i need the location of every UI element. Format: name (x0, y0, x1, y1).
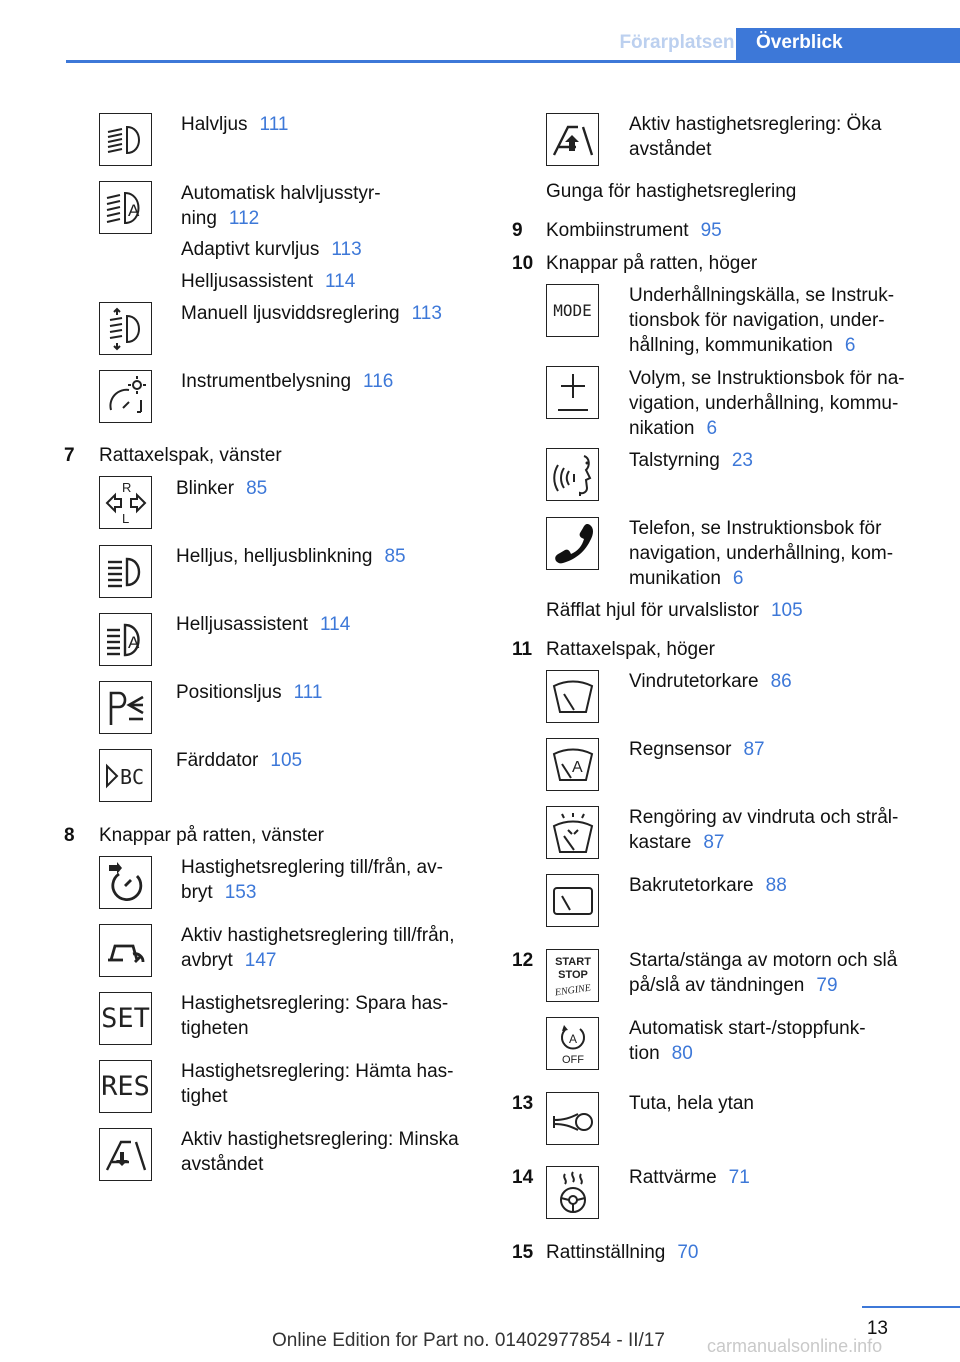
entry-steering-adjust: Rattinställning 70 (546, 1242, 699, 1263)
page-ref[interactable]: 86 (770, 671, 792, 692)
page-ref[interactable]: 80 (671, 1043, 693, 1064)
entry-low-beam: Halvljus 111 (181, 114, 289, 135)
page-tab[interactable]: Överblick (736, 28, 960, 60)
entry-trip-computer: Färddator 105 (176, 750, 303, 771)
page-ref[interactable]: 111 (259, 114, 289, 135)
item-number: 13 (512, 1093, 534, 1114)
icon-letter: A (568, 1031, 577, 1046)
entry-distance-decrease: Aktiv hastighetsreglering: Minska avståndet (181, 1129, 459, 1175)
entry-headlight-range: Manuell ljusviddsreglering 113 (181, 303, 442, 324)
entry-entertainment-source: Underhållningskälla, se Instruk- tionsbok för navigation, under- hållning, kommunikation 6 (629, 285, 895, 356)
section-title: Rattaxelspak, vänster (99, 445, 282, 466)
icon-text-start: START (554, 955, 591, 968)
page-ref[interactable]: 23 (731, 450, 753, 471)
entry-high-beam-assist-7: Helljusassistent 114 (176, 614, 351, 635)
entry-instrument-cluster: Kombiinstrument 95 (546, 220, 722, 241)
section-title: Rattaxelspak, höger (546, 639, 715, 660)
page-ref[interactable]: 79 (816, 975, 838, 996)
page-ref[interactable]: 113 (411, 303, 442, 324)
page-ref[interactable]: 147 (244, 950, 277, 971)
rear-wiper-icon (546, 874, 599, 927)
page-ref[interactable]: 6 (706, 418, 718, 439)
entry-voice-control: Talstyrning 23 (629, 450, 753, 471)
entry-cruise-rocker: Gunga för hastighetsreglering (546, 181, 797, 202)
icon-letter: L (121, 510, 129, 526)
high-beam-assist-icon (99, 613, 152, 666)
entry-horn: Tuta, hela ytan (629, 1093, 754, 1114)
page-ref[interactable]: 112 (228, 208, 260, 229)
page-ref[interactable]: 6 (732, 568, 744, 589)
wiper-icon (546, 670, 599, 723)
entry-active-cruise: Aktiv hastighetsreglering till/från, avbryt 147 (181, 925, 455, 971)
entry-start-stop: Starta/stänga av motorn och slå på/slå av tändningen 79 (629, 950, 898, 996)
entry-rear-wiper: Bakrutetorkare 88 (629, 875, 787, 896)
entry-instrument-lighting: Instrumentbelysning 116 (181, 371, 394, 392)
icon-letters: BC (119, 764, 144, 789)
low-beam-icon (99, 113, 152, 166)
page-ref[interactable]: 87 (703, 832, 725, 853)
entry-rain-sensor: Regnsensor 87 (629, 739, 765, 760)
auto-low-beam-icon (99, 181, 152, 234)
entry-cruise-control: Hastighetsreglering till/från, av- bryt 153 (181, 857, 443, 903)
entry-parking-light: Positionsljus 111 (176, 682, 323, 703)
page-number: 13 (866, 1318, 888, 1339)
item-number: 10 (512, 253, 534, 274)
volume-icon (546, 366, 599, 419)
auto-start-stop-icon (546, 1017, 599, 1070)
parking-light-icon (99, 681, 152, 734)
entry-high-beam-assist: Helljusassistent 114 (181, 271, 356, 292)
entry-set-speed: Hastighetsreglering: Spara has- tigheten (181, 993, 449, 1039)
distance-increase-icon (546, 113, 599, 166)
cruise-control-icon (99, 856, 152, 909)
item-number: 11 (512, 639, 533, 660)
entry-adaptive-curve: Adaptivt kurvljus 113 (181, 239, 362, 260)
page-ref[interactable]: 153 (224, 882, 257, 903)
entry-auto-start-stop: Automatisk start-/stoppfunk- tion 80 (629, 1018, 866, 1064)
page-ref[interactable]: 70 (677, 1242, 699, 1263)
page-ref[interactable]: 85 (246, 478, 268, 499)
page-ref[interactable]: 105 (270, 750, 303, 771)
icon-text-engine: ENGINE (553, 982, 592, 998)
section-title: Knappar på ratten, vänster (99, 825, 324, 846)
page-ref[interactable]: 6 (844, 335, 856, 356)
res-button-icon: RES (99, 1060, 152, 1113)
entry-high-beam: Helljus, helljusblinkning 85 (176, 546, 406, 567)
item-number: 9 (512, 220, 523, 241)
page-ref[interactable]: 116 (363, 371, 394, 392)
watermark: carmanualsonline.info (707, 1336, 883, 1356)
washer-icon (546, 806, 599, 859)
page-ref[interactable]: 87 (743, 739, 765, 760)
page-ref[interactable]: 114 (320, 614, 351, 635)
icon-letter: A (127, 200, 139, 220)
high-beam-icon (99, 545, 152, 598)
entry-telephone: Telefon, se Instruktionsbok för navigation, underhållning, kom- munikation 6 (629, 518, 894, 589)
icon-letter: A (571, 758, 583, 776)
entry-steering-heat: Rattvärme 71 (629, 1167, 750, 1188)
turn-signal-icon (99, 476, 152, 529)
page-ref[interactable]: 111 (293, 682, 323, 703)
entry-resume-speed: Hastighetsreglering: Hämta has- tighet (181, 1061, 454, 1107)
edition-footer: Online Edition for Part no. 01402977854 - II/17 (272, 1330, 665, 1351)
rain-sensor-icon (546, 738, 599, 791)
item-number: 7 (64, 445, 75, 466)
page-ref[interactable]: 113 (331, 239, 362, 260)
page-ref[interactable]: 105 (770, 600, 803, 621)
steering-heat-icon (546, 1166, 599, 1219)
page-ref[interactable]: 71 (728, 1167, 750, 1188)
horn-icon (546, 1092, 599, 1145)
page-ref[interactable]: 114 (325, 271, 356, 292)
entry-wiper: Vindrutetorkare 86 (629, 671, 792, 692)
page-ref[interactable]: 88 (765, 875, 787, 896)
entry-washer: Rengöring av vindruta och strål- kastare 87 (629, 807, 899, 853)
active-cruise-icon (99, 924, 152, 977)
item-number: 14 (512, 1167, 534, 1188)
page-ref[interactable]: 95 (700, 220, 722, 241)
entry-thumbwheel: Räfflat hjul för urvalslistor 105 (546, 600, 803, 621)
item-number: 12 (512, 950, 534, 971)
icon-letter: A (127, 632, 139, 652)
instrument-lighting-icon (99, 370, 152, 423)
entry-volume: Volym, se Instruktionsbok för na- vigation, underhållning, kommu- nikation 6 (629, 368, 905, 439)
item-number: 8 (64, 825, 75, 846)
icon-text-off: OFF (561, 1053, 584, 1066)
item-number: 15 (512, 1242, 534, 1263)
phone-icon (546, 517, 599, 570)
set-button-icon: SET (99, 992, 152, 1045)
mode-button-icon: MODE (546, 284, 599, 337)
icon-text-stop: STOP (557, 968, 588, 981)
page-ref[interactable]: 85 (384, 546, 406, 567)
entry-turn-signal: Blinker 85 (176, 478, 268, 499)
footer-divider (862, 1306, 960, 1308)
header-divider (66, 60, 960, 63)
distance-decrease-icon (99, 1128, 152, 1181)
icon-letter: R (121, 479, 131, 495)
entry-auto-low-beam: Automatisk halvljusstyr- ning 112 (181, 183, 381, 229)
start-stop-button-icon (546, 949, 599, 1002)
trip-computer-icon (99, 749, 152, 802)
headlight-range-icon (99, 302, 152, 355)
section-tab[interactable]: Förarplatsen (619, 32, 735, 53)
voice-control-icon (546, 448, 599, 501)
section-title: Knappar på ratten, höger (546, 253, 758, 274)
entry-distance-increase: Aktiv hastighetsreglering: Öka avståndet (629, 114, 882, 160)
